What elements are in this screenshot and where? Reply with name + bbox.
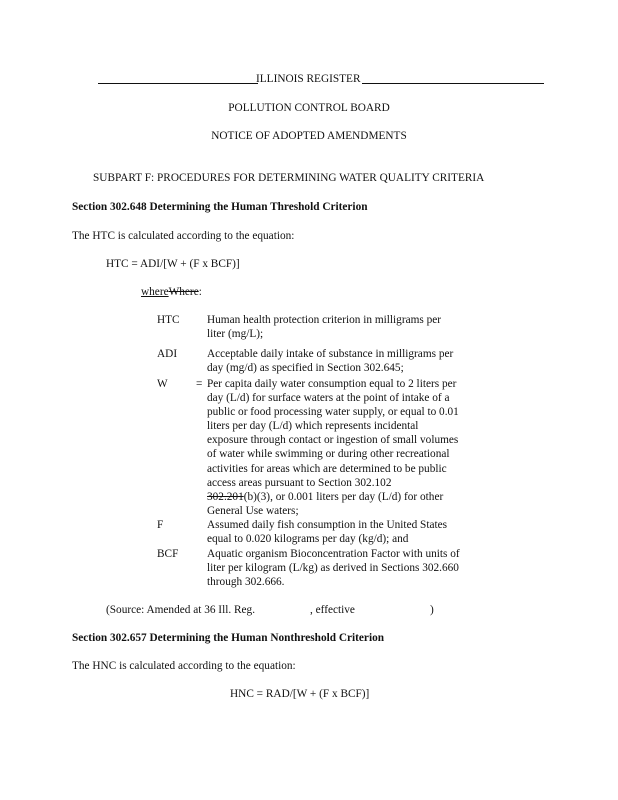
definition-line: Acceptable daily intake of substance in milligrams per	[207, 348, 454, 360]
definition-line: public or food processing water supply, or equal to 0.01	[207, 406, 459, 419]
header-rule-left	[98, 83, 258, 84]
definition-text-f	[207, 518, 489, 546]
definition-line: Per capita daily water consumption equal to 2 liters per	[207, 378, 457, 390]
definition-line: Aquatic organism Bioconcentration Factor with units of	[207, 548, 460, 560]
definition-symbol-w: W	[157, 378, 168, 390]
definition-line: General Use waters;	[207, 504, 299, 517]
definition-equals-w: =	[196, 378, 203, 390]
where-deleted: Where	[168, 286, 199, 298]
struck-section-ref: 302.201	[207, 490, 244, 503]
definition-line: of water while swimming or during other recreational	[207, 448, 450, 461]
definition-line: liter per kilogram (L/kg) as derived in Sections 302.660	[207, 562, 459, 575]
definition-line: day (L/d) for surface waters at the point of intake of a	[207, 392, 450, 405]
section-648-heading: Section 302.648 Determining the Human Threshold Criterion	[72, 201, 368, 213]
register-title: ILLINOIS REGISTER	[256, 73, 361, 85]
source-note-prefix: (Source: Amended at 36 Ill. Reg.	[106, 604, 256, 616]
hnc-intro: The HNC is calculated according to the equation:	[72, 660, 296, 672]
section-657-heading: Section 302.657 Determining the Human Nonthreshold Criterion	[72, 632, 385, 644]
hnc-equation: HNC = RAD/[W + (F x BCF)]	[230, 688, 370, 700]
htc-equation: HTC = ADI/[W + (F x BCF)]	[106, 258, 240, 270]
definition-text-w	[207, 377, 489, 518]
definition-line: through 302.666.	[207, 576, 285, 589]
board-name: POLLUTION CONTROL BOARD	[228, 102, 390, 114]
header-rule-right	[362, 83, 544, 84]
definition-line: Assumed daily fish consumption in the United States	[207, 519, 448, 531]
definition-line: equal to 0.020 kilograms per day (kg/d); and	[207, 533, 409, 546]
source-note-effective: , effective	[310, 604, 355, 616]
definition-text-bcf	[207, 547, 489, 589]
definition-symbol-htc: HTC	[157, 314, 180, 326]
where-label	[141, 285, 202, 299]
definition-line: Human health protection criterion in milligrams per	[207, 314, 442, 326]
definition-line: liter (mg/L);	[207, 328, 264, 341]
definition-line: activities for areas which are determined to be public	[207, 462, 447, 475]
definition-symbol-bcf: BCF	[157, 548, 179, 560]
definition-line: day (mg/d) as specified in Section 302.645;	[207, 362, 404, 375]
definition-text-adi	[207, 347, 489, 375]
struck-line-rest: (b)(3), or 0.001 liters per day (L/d) for other	[243, 490, 444, 503]
where-inserted: where	[141, 286, 169, 298]
definition-text-htc	[207, 313, 489, 341]
notice-title: NOTICE OF ADOPTED AMENDMENTS	[211, 130, 407, 142]
definition-symbol-adi: ADI	[157, 348, 178, 360]
definition-symbol-f: F	[157, 519, 164, 531]
source-note-close: )	[430, 604, 434, 616]
where-colon: :	[198, 286, 202, 298]
htc-intro: The HTC is calculated according to the equation:	[72, 230, 295, 242]
definition-line-struck	[207, 490, 489, 504]
definition-line: access areas pursuant to Section 302.102	[207, 476, 392, 489]
subpart-heading: SUBPART F: PROCEDURES FOR DETERMINING WATER QUALITY CRITERIA	[93, 172, 485, 184]
definition-line: exposure through contact or ingestion of small volumes	[207, 434, 459, 447]
definition-line: liters per day (L/d) which represents incidental	[207, 420, 419, 433]
